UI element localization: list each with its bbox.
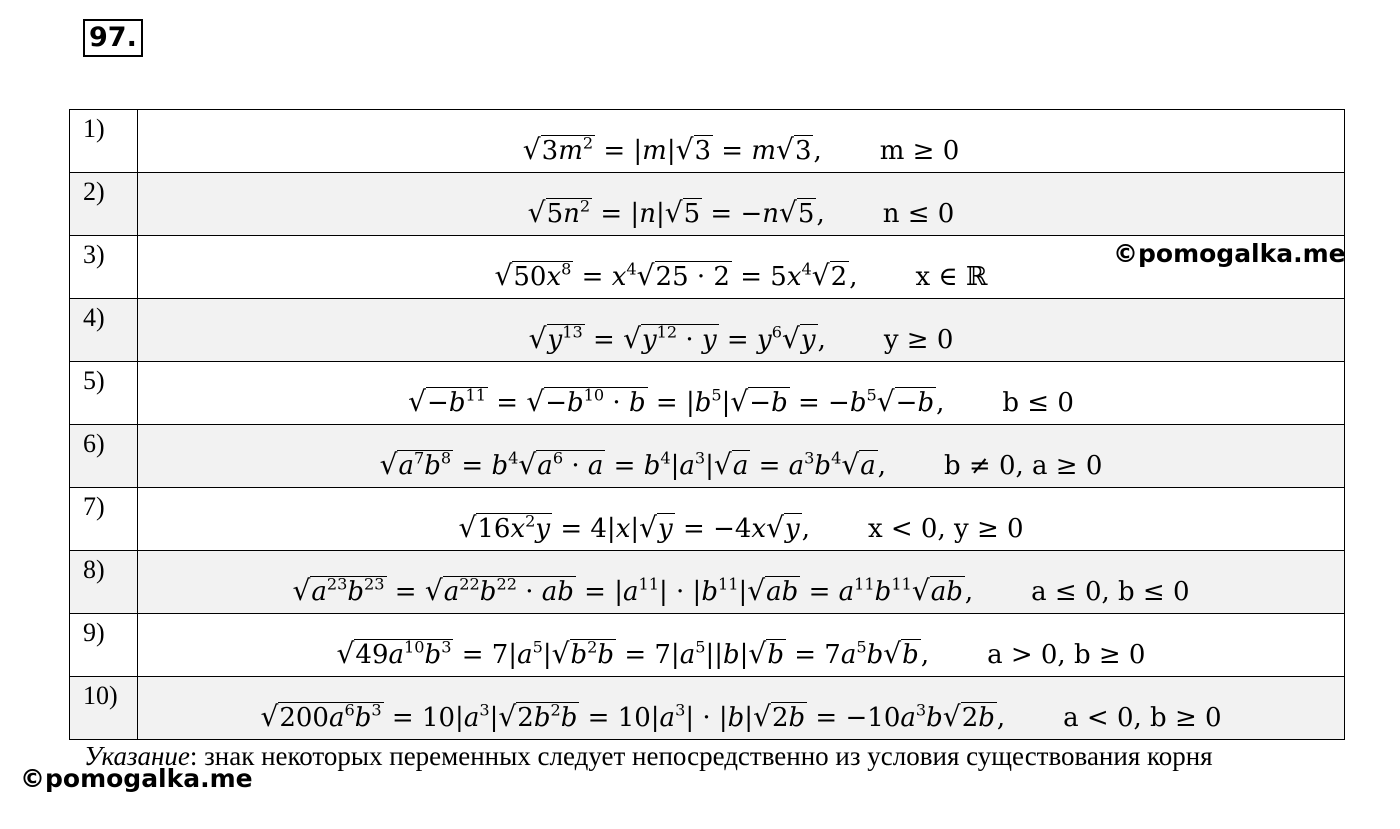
hint-text: : знак некоторых переменных следует непосредственно из условия существования корня [189,741,1213,771]
row-number: 2) [70,173,138,236]
row-number: 4) [70,299,138,362]
table-row [70,551,1345,614]
table-row [70,488,1345,551]
row-number: 9) [70,614,138,677]
row-expression [138,425,1345,488]
watermark-table: ©pomogalka.me [1113,239,1346,268]
formula: $√a^7b^8 = b^4√a^6 \cdot a = b^4|a^3|√a = a^3b^4√a$, [379,448,887,481]
row-condition: b ≤ 0 [1002,388,1074,418]
row-number: 3) [70,236,138,299]
table-row [70,614,1345,677]
row-condition: x ∈ ℝ [915,262,988,292]
table-row [70,110,1345,173]
row-number: 5) [70,362,138,425]
formula: $√16x^2y = 4|x|√y = -4x√y$, [458,511,810,544]
row-number: 8) [70,551,138,614]
row-condition: a ≤ 0, b ≤ 0 [1031,577,1190,607]
table-row [70,362,1345,425]
row-expression [138,110,1345,173]
row-expression [138,614,1345,677]
formula: $√a^{23}b^{23} = √a^{22}b^{22}$ · ab = $|a^{11}| \cdot |b^{11}|√ab = a^{11}b^{11}√ab$, [292,574,974,607]
row-expression [138,362,1345,425]
formula: $√50x^8 = x^4√25 \cdot 2 = 5x^4√2$, [494,259,858,292]
hint-paragraph [84,739,1314,773]
table-row [70,425,1345,488]
row-expression [138,551,1345,614]
row-number: 10) [70,677,138,740]
table-row [70,677,1345,740]
row-condition: n ≤ 0 [882,199,955,229]
formula: $√49a^{10}b^3 = 7|a^5|√b^2b = 7|a^5||b|√b = 7a^5b√b$, [336,637,930,670]
formula: $√200a^6b^3 = 10|a^3|√2b^2b = 10|a^3| \cdot |b|√2b = -10a^3b√2b$, [260,700,1006,733]
solutions-table [69,109,1345,740]
table-row [70,173,1345,236]
row-expression [138,488,1345,551]
hint-label: Указание [84,741,190,771]
problem-number: 97. [83,19,143,57]
row-number: 6) [70,425,138,488]
row-condition: a > 0, b ≥ 0 [987,640,1146,670]
row-expression [138,299,1345,362]
row-condition: x < 0, y ≥ 0 [867,514,1024,544]
table-row [70,299,1345,362]
row-condition: m ≥ 0 [879,136,960,166]
row-condition: b ≠ 0, a ≥ 0 [944,451,1103,481]
watermark-bottom: ©pomogalka.me [20,764,253,793]
row-condition: y ≥ 0 [883,325,954,355]
formula: $√5n^2 = |n|√5 = -n√5$, [527,196,825,229]
formula: $√y^{13} = √y^{12} \cdot y = y^6√y$, [528,322,826,355]
formula: $√3m^2 = |m|√3 = m√3$, [522,133,822,166]
row-expression [138,677,1345,740]
row-number: 1) [70,110,138,173]
row-number: 7) [70,488,138,551]
row-expression [138,173,1345,236]
row-condition: a < 0, b ≥ 0 [1063,703,1222,733]
formula: $√-b^{11} = √-b^{10} \cdot b = |b^5|√-b = -b^5√-b$, [408,385,945,418]
